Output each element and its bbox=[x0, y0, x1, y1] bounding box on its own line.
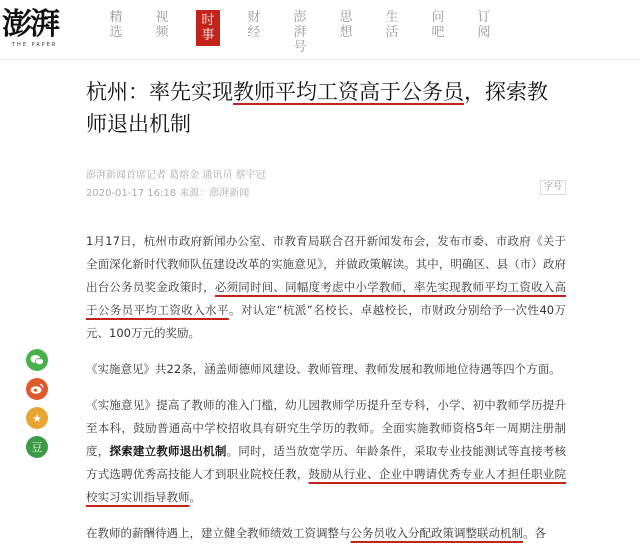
wechat-bubbles-icon bbox=[30, 354, 44, 366]
weibo-eye-icon bbox=[30, 383, 44, 395]
p4-text-b: 。各 bbox=[523, 526, 546, 540]
article-body bbox=[86, 230, 566, 544]
title-highlight: 教师平均工资高于公务员 bbox=[233, 80, 464, 104]
title-part-2: ，探索教师退出机制 bbox=[86, 80, 548, 136]
paragraph-1 bbox=[86, 230, 566, 345]
p3-text-a: 《实施意见》提高了教师的准入门槛，幼儿园教师学历提升至专科，小学、初中教师学历提升至本科，鼓励普通高中学校招收具有研究生学历的教师。全面实施教师资格5年一周期注册制度， bbox=[86, 398, 566, 458]
nav-item-ask[interactable]: 问 吧 bbox=[431, 10, 445, 40]
article-byline: 澎湃新闻首席记者 葛熔金 通讯员 蔡宇冠 bbox=[86, 170, 266, 181]
nav-item-subscribe[interactable]: 订 阅 bbox=[477, 10, 491, 40]
article-title bbox=[86, 76, 556, 140]
nav-item-thought[interactable]: 思 想 bbox=[339, 10, 353, 40]
p4-underlined: 公务员收入分配政策调整联动机制 bbox=[350, 526, 523, 540]
p3-bold: 探索建立教师退出机制 bbox=[109, 444, 227, 458]
p1-underlined: 必须同时间、同幅度考虑中小学教师，率先实现教师平均工资收入高于公务员平均工资收入水平 bbox=[86, 280, 567, 317]
paragraph-3 bbox=[86, 394, 566, 509]
favorite-star-icon[interactable] bbox=[26, 407, 48, 429]
p4-text-a: 在教师的薪酬待遇上，建立健全教师绩效工资调整与 bbox=[86, 526, 351, 540]
nav-item-featured[interactable]: 精 选 bbox=[109, 10, 123, 40]
nav-item-video[interactable]: 视 频 bbox=[155, 10, 169, 40]
nav-item-pengpai-hao[interactable]: 澎 湃 号 bbox=[293, 10, 307, 55]
p3-underlined: 鼓励从行业、企业中聘请优秀专业人才担任职业院校实习实训指导教师 bbox=[86, 467, 567, 504]
paragraph-2: 《实施意见》共22条，涵盖师德师风建设、教师管理、教师发展和教师地位待遇等四个方面。 bbox=[86, 362, 561, 376]
font-size-button[interactable]: 字号 bbox=[540, 180, 566, 195]
p1-text-b: 。对认定“杭派”名校长、卓越校长，市财政分别给予一次性40万元、100万元的奖励。 bbox=[86, 303, 567, 340]
share-douban-icon[interactable] bbox=[26, 436, 48, 458]
star-glyph: ★ bbox=[32, 411, 42, 425]
nav-item-current-affairs[interactable]: 时 事 bbox=[196, 10, 220, 46]
article-date-source: 2020-01-17 16:18 来源：澎湃新闻 bbox=[86, 188, 250, 199]
p3-text-b: 。同时，适当放宽学历、年龄条件，采取专业技能测试等直接考核方式选聘优秀高技能人才到职业院校任教， bbox=[86, 444, 567, 481]
p3-text-c: 。 bbox=[189, 490, 201, 504]
site-logo[interactable] bbox=[2, 8, 76, 54]
site-header bbox=[0, 0, 640, 60]
title-part-1: 杭州：率先实现 bbox=[86, 80, 233, 104]
logo-text: 澎湃 bbox=[2, 7, 58, 42]
nav-item-life[interactable]: 生 活 bbox=[385, 10, 399, 40]
nav-item-finance[interactable]: 财 经 bbox=[247, 10, 261, 40]
share-weibo-icon[interactable] bbox=[26, 378, 48, 400]
p1-text-a: 1月17日，杭州市政府新闻办公室、市教育局联合召开新闻发布会，发布市委、市政府《关于全面深化新时代教师队伍建设改革的实施意见》，并做政策解读。其中，明确区、县（市）政府出台公务员奖金政策时， bbox=[86, 234, 566, 294]
paragraph-4 bbox=[86, 522, 566, 544]
douban-glyph: 豆 bbox=[31, 441, 43, 454]
share-wechat-icon[interactable] bbox=[26, 349, 48, 371]
logo-subtitle: THE PAPER bbox=[12, 42, 58, 48]
